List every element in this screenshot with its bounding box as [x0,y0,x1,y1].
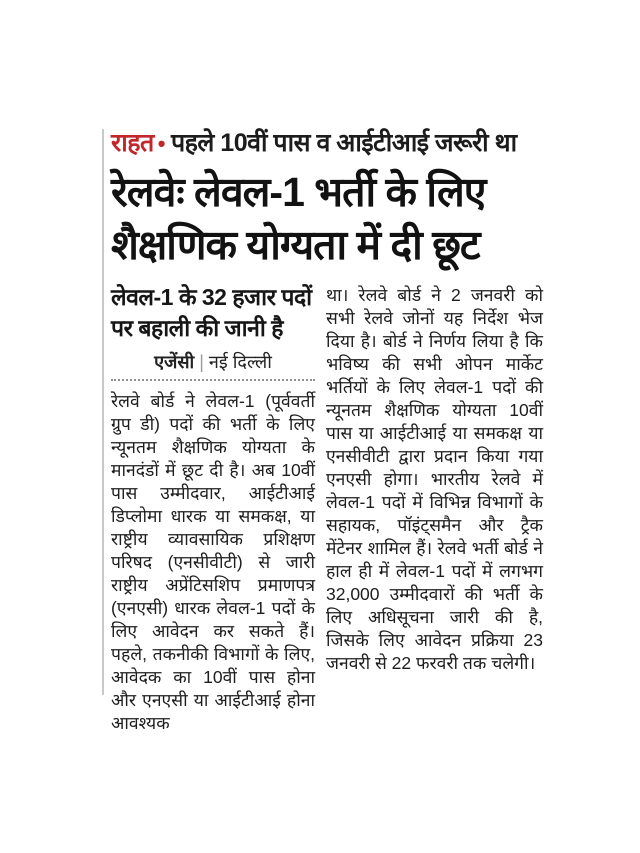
headline-line-1: रेलवेः लेवल-1 भर्ती के लिए [111,169,486,215]
article-columns [111,282,543,735]
byline-location: नई दिल्ली [208,352,272,372]
sub-headline-line-1: लेवल-1 के 32 हजार पदों [111,284,312,310]
sub-headline-line-2: पर बहाली की जानी है [111,315,283,341]
news-article [102,126,543,735]
kicker-label: राहत [111,129,154,157]
byline-agency: एजेंसी [154,352,195,372]
body-paragraph-right: था। रेलवे बोर्ड ने 2 जनवरी को सभी रेलवे जोनों यह निर्देश भेज दिया है। बोर्ड ने निर्णय लिया है कि भविष्य की सभी ओपन मार्केट भर्तियों के लिए लेवल-1 पदों की न्यूनतम शैक्षणिक योग्यता 10वीं पास या आईटीआई या समकक्ष या एनसीवीटी द्वारा प्रदान किया गया एनएसी होगा। भारतीय रेलवे में लेवल-1 पदों में विभिन्न विभागों के सहायक, पॉइंट्समैन और ट्रैक मेंटेनर शामिल हैं। रेलवे भर्ती बोर्ड ने हाल ही में लेवल-1 पदों में लगभग 32,000 उम्मीदवारों की भर्ती के लिए अधिसूचना जारी की है, जिसके लिए आवेदन प्रक्रिया 23 जनवरी से 22 फरवरी तक चलेगी। [326,285,543,673]
bullet-icon: • [157,131,165,156]
left-column [111,282,315,735]
sub-headline [111,282,315,344]
headline-line-2: शैक्षणिक योग्यता में दी छूट [111,222,480,268]
body-paragraph-left: रेलवे बोर्ड ने लेवल-1 (पूर्ववर्ती ग्रुप डी) पदों की भर्ती के लिए न्यूनतम शैक्षणिक योग्यता के मानदंडों में छूट दी है। अब 10वीं पास उम्मीदवार, आईटीआई डिप्लोमा धारक या समकक्ष, या राष्ट्रीय व्यावसायिक प्रशिक्षण परिषद (एनसीवीटी) से जारी राष्ट्रीय अप्रेंटिसशिप प्रमाणपत्र (एनएसी) धारक लेवल-1 पदों के लिए आवेदन कर सकते हैं। पहले, तकनीकी विभागों के लिए, आवेदक का 10वीं पास होना और एनएसी या आईटीआई होना आवश्यक [111,391,315,733]
right-column [326,282,543,675]
article-content [102,126,543,735]
byline-separator: | [199,352,204,372]
byline [111,351,315,373]
left-column-rule [102,129,104,695]
kicker-text: पहले 10वीं पास व आईटीआई जरूरी था [170,129,517,157]
dotted-divider [111,379,315,381]
kicker-line [111,126,538,161]
headline [111,166,538,272]
